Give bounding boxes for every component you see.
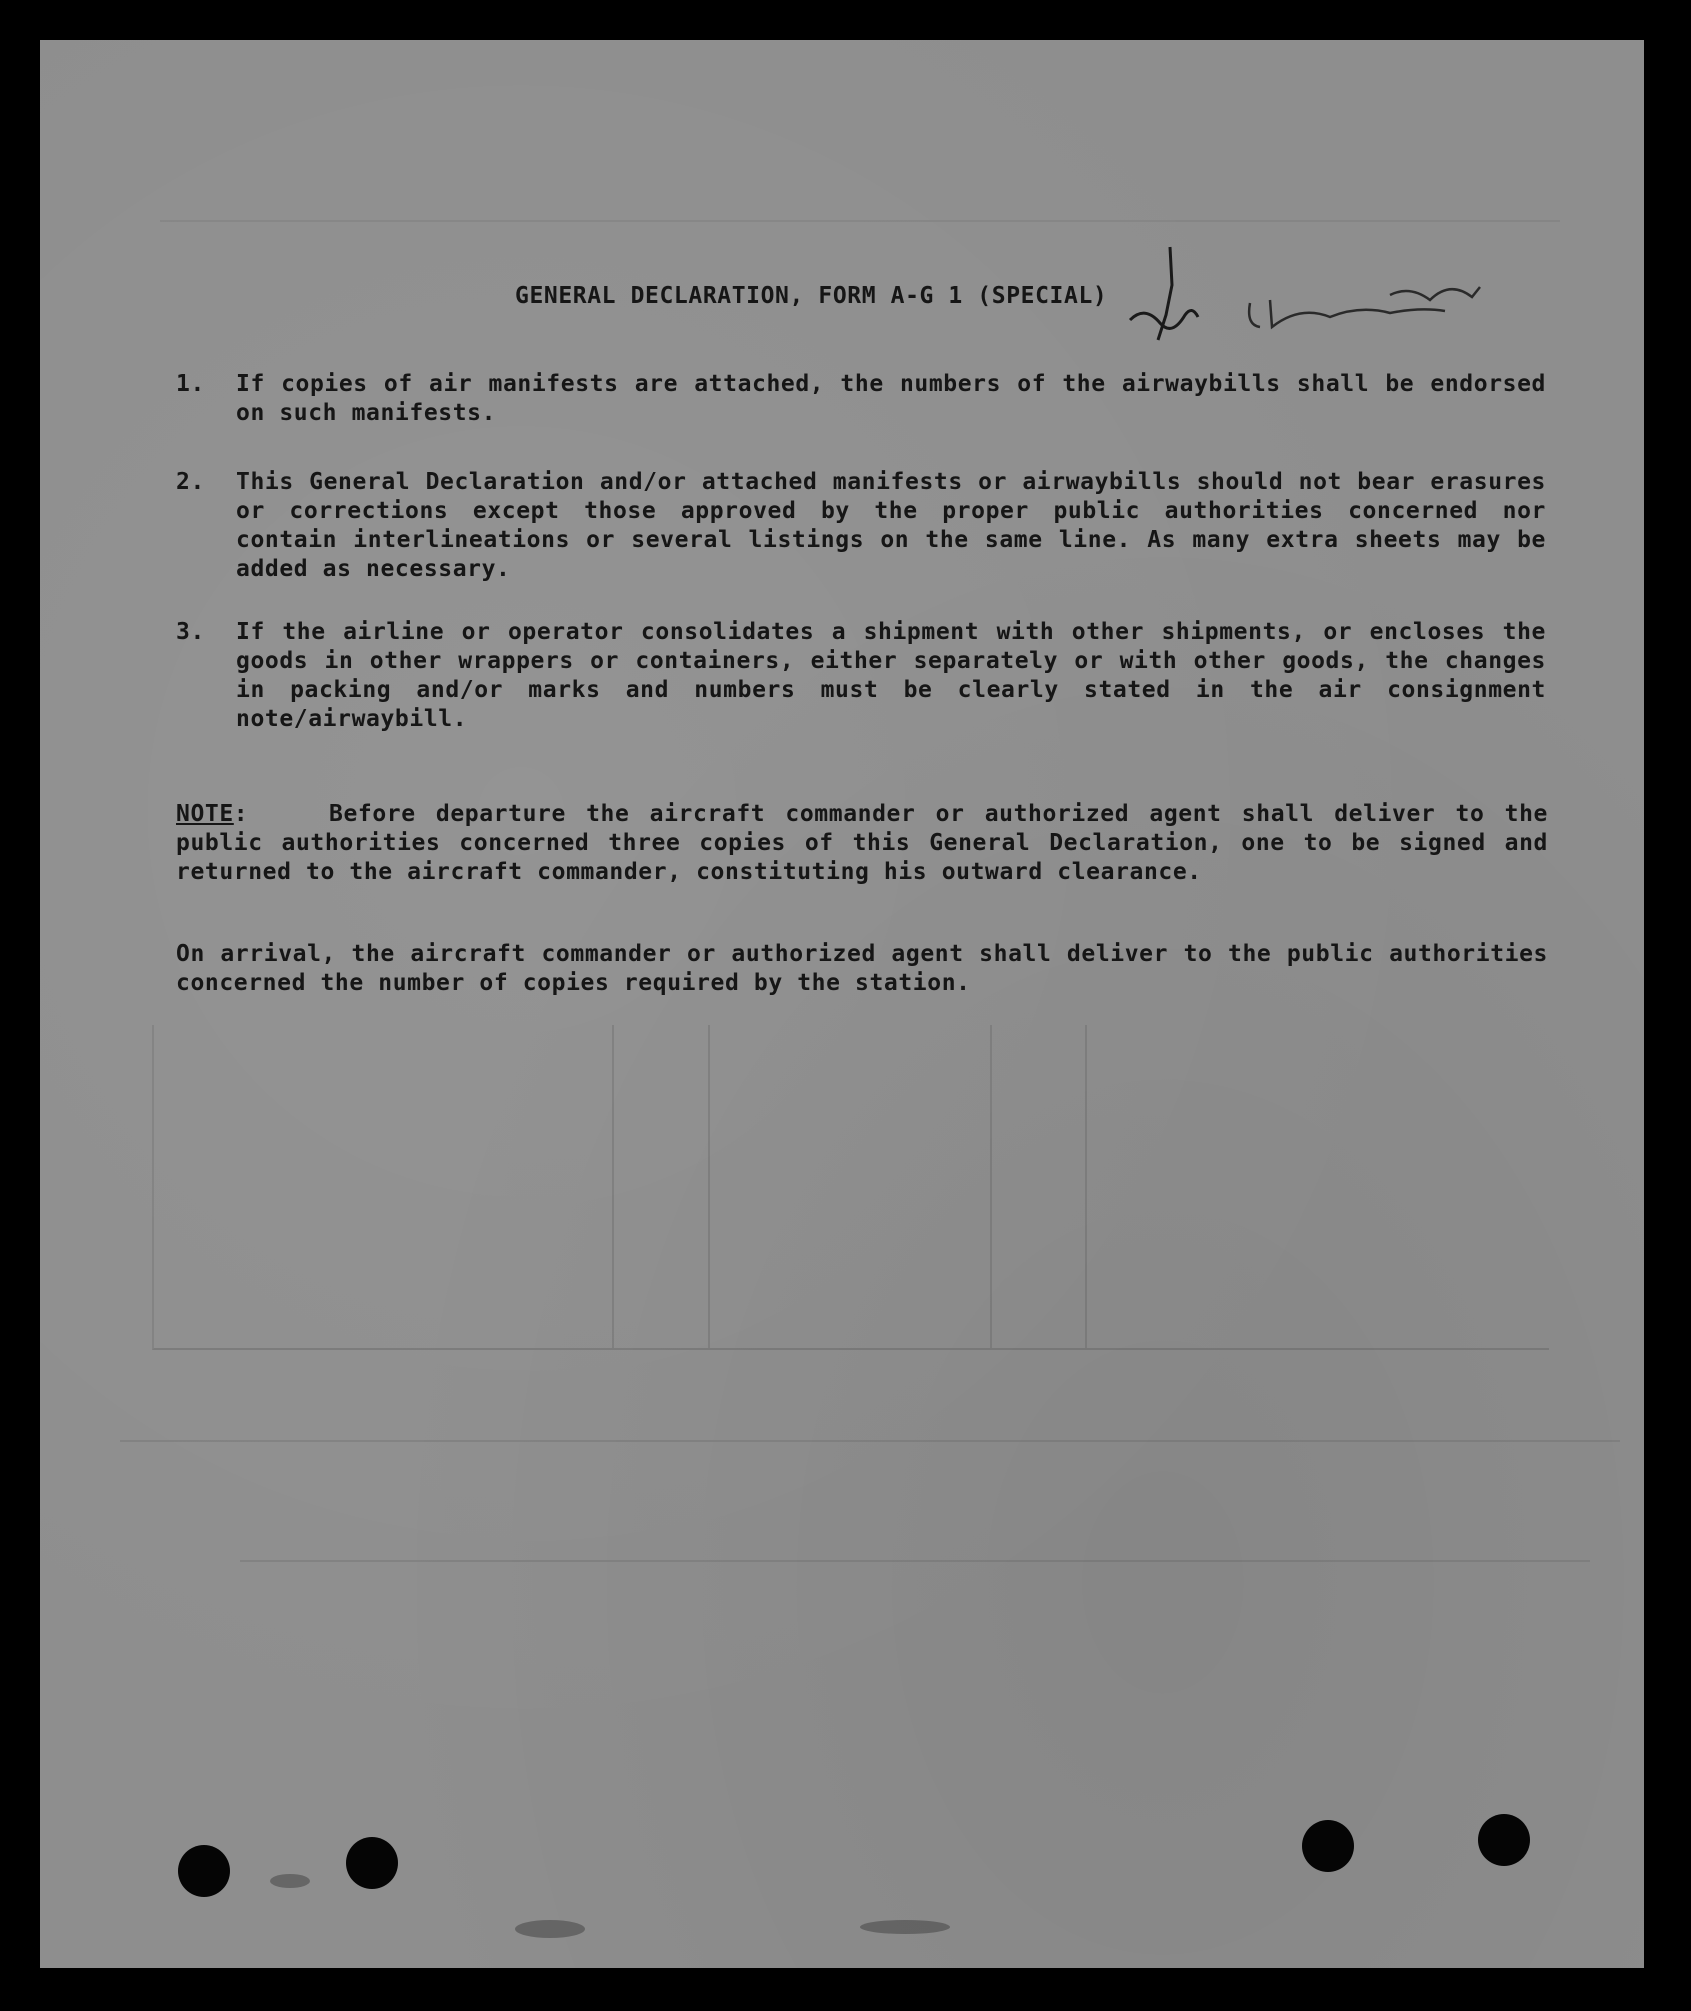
ink-smudge — [515, 1920, 585, 1938]
item-text: If copies of air manifests are attached, the numbers of the airwaybills shall be endorsed on such manifests. — [236, 371, 1546, 426]
instruction-item — [176, 468, 1546, 584]
document-title: GENERAL DECLARATION, FORM A-G 1 (SPECIAL) — [515, 283, 1108, 309]
bleed-through-column — [708, 1025, 710, 1348]
bleed-through-column — [1085, 1025, 1087, 1348]
instruction-item — [176, 618, 1546, 734]
item-number: 2. — [176, 469, 205, 495]
bleed-through-line — [120, 1440, 1620, 1442]
bleed-through-line — [160, 220, 1560, 222]
bleed-through-column — [612, 1025, 614, 1348]
note-text: Before departure the aircraft commander or authorized agent shall deliver to the public authorities concerned three copies of this General Declaration, one to be signed and returned to the aircraft commander, constituting his outward clearance. — [176, 801, 1548, 885]
bleed-through-form — [152, 1025, 1549, 1350]
item-text: This General Declaration and/or attached manifests or airwaybills should not bear erasures or corrections except those approved by the proper public authorities concerned nor contain interlineations or several listings on the same line. As many extra sheets may be added as necessary. — [236, 469, 1546, 582]
note-label: NOTE — [176, 801, 234, 827]
item-number: 1. — [176, 371, 205, 397]
document-page — [40, 40, 1644, 1968]
punch-hole — [346, 1837, 398, 1889]
note-paragraph: NOTE: Before departure the aircraft commander or authorized agent shall deliver to the public authorities concerned three copies of this General Declaration, one to be signed and returned to the aircraft commander, constituting his outward clearance. — [176, 801, 1548, 885]
bleed-through-column — [990, 1025, 992, 1348]
bleed-through-line — [240, 1560, 1590, 1562]
punch-hole — [1302, 1820, 1354, 1872]
arrival-paragraph: On arrival, the aircraft commander or authorized agent shall deliver to the public authorities concerned the number of copies required by the station. — [176, 941, 1548, 996]
punch-hole — [178, 1845, 230, 1897]
ink-smudge — [270, 1874, 310, 1888]
item-text: If the airline or operator consolidates a shipment with other shipments, or encloses the goods in other wrappers or containers, either separately or with other goods, the changes in packing and/or marks and numbers must be clearly stated in the air consignment note/airwaybill. — [236, 619, 1546, 732]
item-number: 3. — [176, 619, 205, 645]
instruction-item — [176, 370, 1546, 428]
handwritten-signature — [1100, 245, 1500, 355]
punch-hole — [1478, 1814, 1530, 1866]
ink-smudge — [860, 1920, 950, 1934]
